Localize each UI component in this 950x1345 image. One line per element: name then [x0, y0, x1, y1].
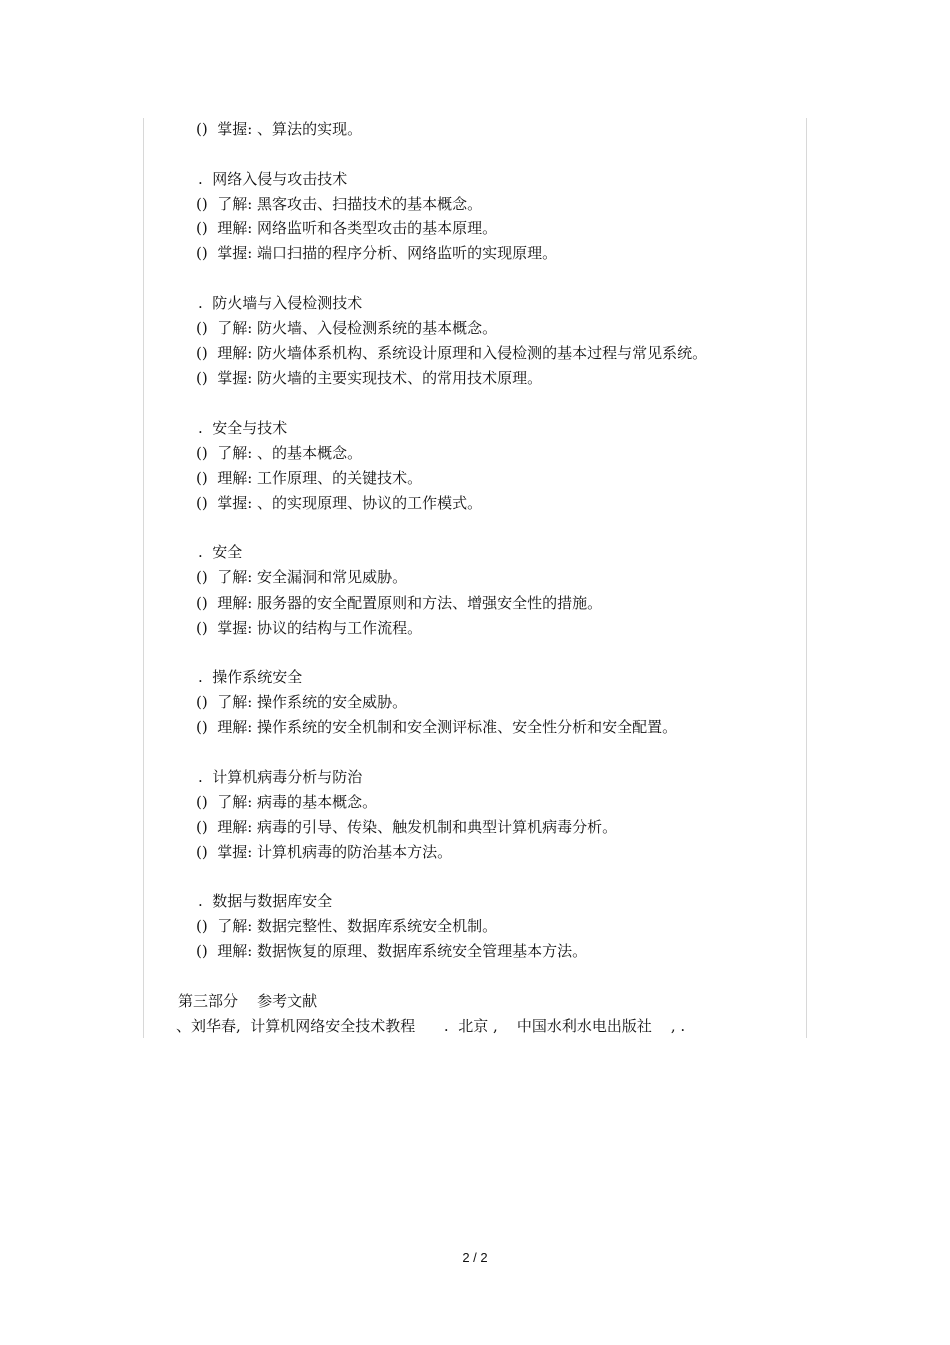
line-item: () 掌握: 端口扫描的程序分析、网络监听的实现原理。: [196, 244, 558, 262]
line-item: () 理解: 工作原理、的关键技术。: [196, 469, 423, 487]
line-item: () 理解: 病毒的引导、传染、触发机制和典型计算机病毒分析。: [196, 818, 618, 836]
section-heading: . 计算机病毒分析与防治: [198, 768, 363, 786]
line-item: () 掌握: 计算机病毒的防治基本方法。: [196, 843, 453, 861]
section-heading: . 操作系统安全: [198, 668, 303, 686]
section-heading: . 数据与数据库安全: [198, 892, 333, 910]
line-item: () 掌握: 、的实现原理、协议的工作模式。: [196, 494, 483, 512]
line-item: () 掌握: 、算法的实现。: [196, 120, 363, 138]
line-item: () 掌握: 防火墙的主要实现技术、的常用技术原理。: [196, 369, 543, 387]
reference-entry: 、刘华春, 计算机网络安全技术教程 . 北京 , 中国水利水电出版社 , .: [176, 1017, 686, 1035]
line-item: () 理解: 服务器的安全配置原则和方法、增强安全性的措施。: [196, 594, 603, 612]
line-item: () 掌握: 协议的结构与工作流程。: [196, 619, 423, 637]
left-margin-rule: [143, 118, 144, 1038]
section-heading: . 安全与技术: [198, 419, 288, 437]
line-item: () 了解: 数据完整性、数据库系统安全机制。: [196, 917, 498, 935]
line-item: () 理解: 防火墙体系机构、系统设计原理和入侵检测的基本过程与常见系统。: [196, 344, 708, 362]
line-item: () 理解: 数据恢复的原理、数据库系统安全管理基本方法。: [196, 942, 588, 960]
part-title: 第三部分 参考文献: [178, 992, 318, 1010]
line-item: () 理解: 操作系统的安全机制和安全测评标准、安全性分析和安全配置。: [196, 718, 678, 736]
section-heading: . 网络入侵与攻击技术: [198, 170, 348, 188]
section-heading: . 安全: [198, 543, 243, 561]
line-item: () 了解: 安全漏洞和常见威胁。: [196, 568, 408, 586]
section-heading: . 防火墙与入侵检测技术: [198, 294, 363, 312]
line-item: () 了解: 黑客攻击、扫描技术的基本概念。: [196, 195, 483, 213]
line-item: () 了解: 操作系统的安全威胁。: [196, 693, 408, 711]
right-margin-rule: [806, 118, 807, 1038]
line-item: () 了解: 、的基本概念。: [196, 444, 363, 462]
line-item: () 了解: 病毒的基本概念。: [196, 793, 378, 811]
page-number: 2 / 2: [462, 1250, 488, 1265]
line-item: () 了解: 防火墙、入侵检测系统的基本概念。: [196, 319, 498, 337]
line-item: () 理解: 网络监听和各类型攻击的基本原理。: [196, 219, 498, 237]
